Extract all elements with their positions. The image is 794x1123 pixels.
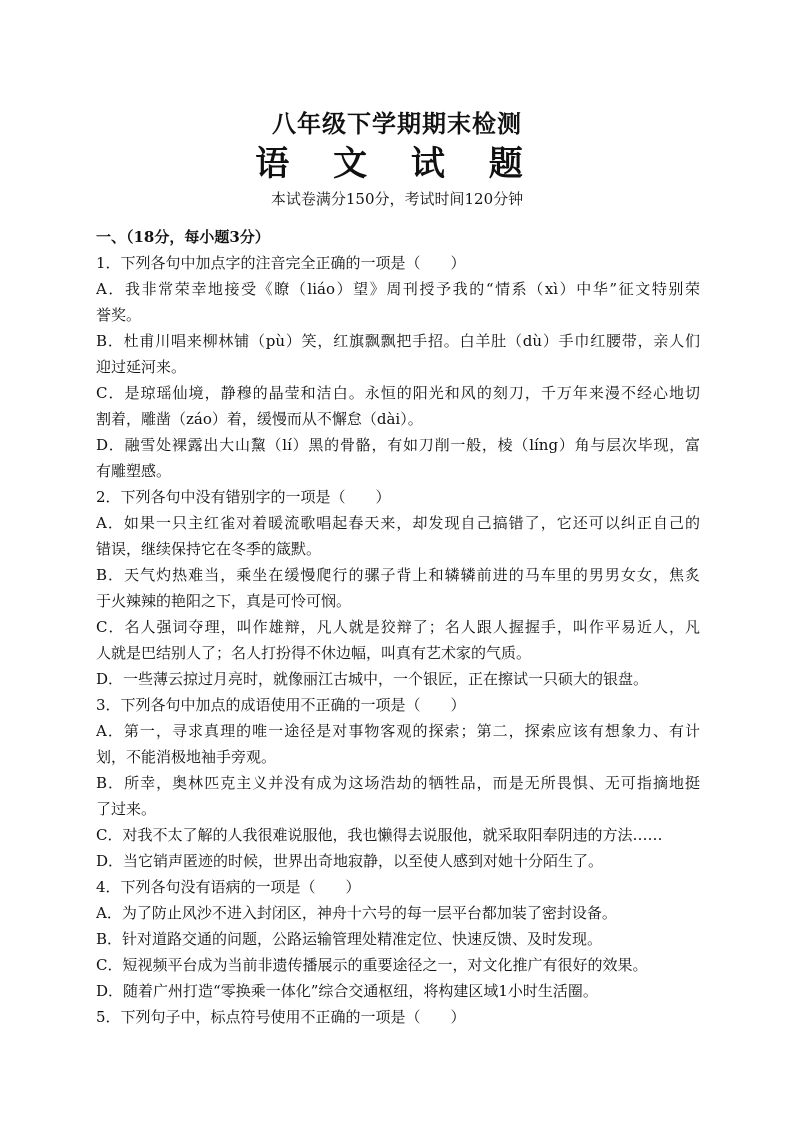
- q4-option-a-line1: A．为了防止风沙不进入封闭区，神舟十六号的每一层平台都加装了密封设备。: [96, 904, 617, 922]
- q2-option-a-line1: A．如果一只主红雀对着暖流歌唱起春天来，却发现自己搞错了，它还可以纠正自己的: [96, 514, 700, 532]
- q3-option-b-line2: 了过来。: [96, 800, 157, 818]
- q2-option-a-line2: 错误，继续保持它在冬季的箴默。: [96, 540, 322, 558]
- q1-option-b-line2: 迎过延河来。: [96, 358, 187, 376]
- q1-option-c-line2: 割着，雕凿（záo）着，缓慢而从不懈怠（dài）。: [96, 410, 423, 428]
- q3-option-a-line1: A．第一，寻求真理的唯一途径是对事物客观的探索；第二，探索应该有想象力、有计: [96, 722, 700, 740]
- q1-option-a-line2: 誉奖。: [96, 306, 142, 324]
- question-1-stem: 1．下列各句中加点字的注音完全正确的一项是（ ）: [96, 254, 466, 272]
- q1-option-d-line1: D．融雪处裸露出大山黧（lí）黑的骨骼，有如刀削一般，棱（líng）角与层次毕现，富: [96, 436, 700, 454]
- exam-body: [96, 224, 700, 1030]
- q2-option-b-line2: 于火辣辣的艳阳之下，真是可怜可悯。: [96, 592, 352, 610]
- q2-option-c-line2: 人就是巴结别人了；名人打扮得不休边幅，叫真有艺术家的气质。: [96, 644, 532, 662]
- exam-info: 本试卷满分150分，考试时间120分钟: [270, 190, 524, 208]
- q1-option-b-line1: B．杜甫川唱来柳林铺（pù）笑，红旗飘飘把手招。白羊肚（dù）手巾红腰带，亲人们: [96, 332, 700, 350]
- q1-option-a-line1: A．我非常荣幸地接受《瞭（liáo）望》周刊授予我的“情系（xì）中华”征文特别荣: [96, 280, 700, 298]
- q4-option-c-line1: C．短视频平台成为当前非遗传播展示的重要途径之一，对文化推广有很好的效果。: [96, 956, 648, 974]
- question-2-stem: 2．下列各句中没有错别字的一项是（ ）: [96, 488, 391, 506]
- exam-title: 八年级下学期期末检测: [272, 109, 522, 138]
- q1-option-c-line1: C．是琼瑶仙境，静穆的晶莹和洁白。永恒的阳光和风的刻刀，千万年来漫不经心地切: [96, 384, 700, 402]
- q3-option-a-line2: 划，不能消极地袖手旁观。: [96, 748, 277, 766]
- question-3-stem: 3．下列各句中加点的成语使用不正确的一项是（ ）: [96, 696, 466, 714]
- question-4-stem: 4．下列各句没有语病的一项是（ ）: [96, 878, 361, 896]
- question-5-stem: 5．下列句子中，标点符号使用不正确的一项是（ ）: [96, 1008, 466, 1026]
- q3-option-d-line1: D．当它销声匿迹的时候，世界出奇地寂静，以至使人感到对她十分陌生了。: [96, 852, 604, 870]
- q2-option-d-line1: D．一些薄云掠过月亮时，就像丽江古城中，一个银匠，正在擦试一只硕大的银盘。: [96, 670, 649, 688]
- q4-option-b-line1: B．针对道路交通的问题，公路运输管理处精准定位、快速反馈、及时发现。: [96, 930, 603, 948]
- subject-title: 语 文 试 题: [255, 144, 539, 184]
- q3-option-c-line1: C．对我不太了解的人我很难说服他，我也懒得去说服他，就采取阳奉阴违的方法……: [96, 826, 663, 844]
- q4-option-d-line1: D．随着广州打造“零换乘一体化”综合交通枢纽，将构建区域1小时生活圈。: [96, 982, 598, 1000]
- q1-option-d-line2: 有雕塑感。: [96, 462, 172, 480]
- q2-option-b-line1: B．天气灼热难当，乘坐在缓慢爬行的骡子背上和辚辚前进的马车里的男男女女，焦炙: [96, 566, 700, 584]
- section-heading: 一、（18分，每小题3分）: [96, 228, 270, 246]
- q2-option-c-line1: C．名人强词夺理，叫作雄辩，凡人就是狡辩了；名人跟人握握手，叫作平易近人，凡: [96, 618, 700, 636]
- q3-option-b-line1: B．所幸，奥林匹克主义并没有成为这场浩劫的牺牲品，而是无所畏惧、无可指摘地挺: [96, 774, 700, 792]
